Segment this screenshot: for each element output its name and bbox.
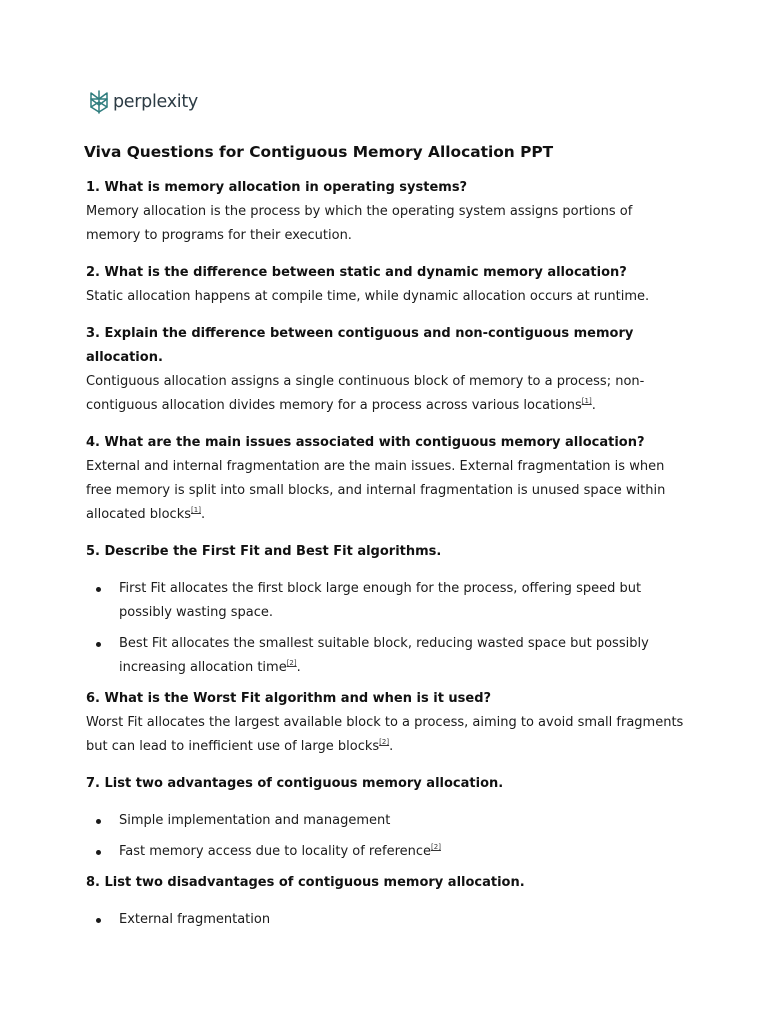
answer: Static allocation happens at compile time, while dynamic allocation occurs at runtime. — [86, 289, 650, 304]
list-item-text: Fast memory access due to locality of reference — [119, 844, 432, 859]
qa-item — [86, 687, 686, 759]
bullet-list — [86, 577, 686, 680]
qa-item — [86, 871, 686, 932]
qa-item — [86, 261, 686, 309]
answer-text: Worst Fit allocates the largest available block to a process, aiming to avoid small fragments but can lead to inefficient use of large blocks — [86, 715, 684, 754]
question: 2. What is the difference between static and dynamic memory allocation? — [86, 265, 627, 280]
answer-text: Contiguous allocation assigns a single continuous block of memory to a process; non-contiguous allocation divides memory for a process across various locations — [86, 374, 645, 413]
question: 1. What is memory allocation in operating systems? — [86, 180, 468, 195]
brand-name: perplexity — [113, 92, 198, 112]
answer: External and internal fragmentation are the main issues. External fragmentation is when free memory is split into small blocks, and internal fragmentation is unused space within allocated blocks[1]. — [86, 459, 666, 522]
citation-link[interactable]: [2] — [431, 843, 441, 851]
question: 4. What are the main issues associated with contiguous memory allocation? — [86, 435, 645, 450]
answer: Contiguous allocation assigns a single continuous block of memory to a process; non-contiguous allocation divides memory for a process across various locations[1]. — [86, 374, 645, 413]
list-item-text: External fragmentation — [119, 912, 271, 927]
list-item-trail: . — [296, 660, 301, 675]
bullet-list — [86, 908, 686, 932]
question: 8. List two disadvantages of contiguous memory allocation. — [86, 875, 525, 890]
citation-link[interactable]: [2] — [379, 738, 390, 746]
citation-link[interactable]: [1] — [191, 506, 201, 514]
perplexity-logo-icon — [89, 90, 109, 114]
question: 3. Explain the difference between contiguous and non-contiguous memory allocation. — [86, 326, 634, 365]
answer: Memory allocation is the process by which the operating system assigns portions of memory to programs for their execution. — [86, 204, 633, 243]
qa-item — [86, 431, 686, 527]
list-item — [86, 840, 686, 864]
list-item-text: First Fit allocates the first block large enough for the process, offering speed but possibly wasting space. — [119, 581, 642, 620]
qa-item — [86, 540, 686, 680]
question: 7. List two advantages of contiguous memory allocation. — [86, 776, 504, 791]
qa-item — [86, 176, 686, 248]
perplexity-logo — [89, 90, 198, 114]
bullet-icon — [96, 587, 101, 592]
list-item-text: Simple implementation and management — [119, 813, 391, 828]
list-item-text: Best Fit allocates the smallest suitable block, reducing wasted space but possibly increasing allocation time — [119, 636, 649, 675]
document-title: Viva Questions for Contiguous Memory Allocation PPT — [84, 143, 554, 161]
qa-item — [86, 322, 686, 418]
bullet-icon — [96, 819, 101, 824]
bullet-icon — [96, 850, 101, 855]
list-item — [86, 632, 686, 680]
bullet-icon — [96, 918, 101, 923]
citation-link[interactable]: [2] — [286, 659, 297, 667]
answer-text: External and internal fragmentation are the main issues. External fragmentation is when free memory is split into small blocks, and internal fragmentation is unused space within allocated blocks — [86, 459, 666, 522]
qa-list — [86, 176, 686, 945]
bullet-list — [86, 809, 686, 864]
qa-item — [86, 772, 686, 864]
bullet-icon — [96, 642, 101, 647]
list-item — [86, 809, 686, 833]
list-item — [86, 577, 686, 625]
question: 5. Describe the First Fit and Best Fit algorithms. — [86, 544, 442, 559]
list-item — [86, 908, 686, 932]
answer: Worst Fit allocates the largest available block to a process, aiming to avoid small fragments but can lead to inefficient use of large blocks[2]. — [86, 715, 684, 754]
question: 6. What is the Worst Fit algorithm and when is it used? — [86, 691, 492, 706]
citation-link[interactable]: [1] — [581, 397, 592, 405]
